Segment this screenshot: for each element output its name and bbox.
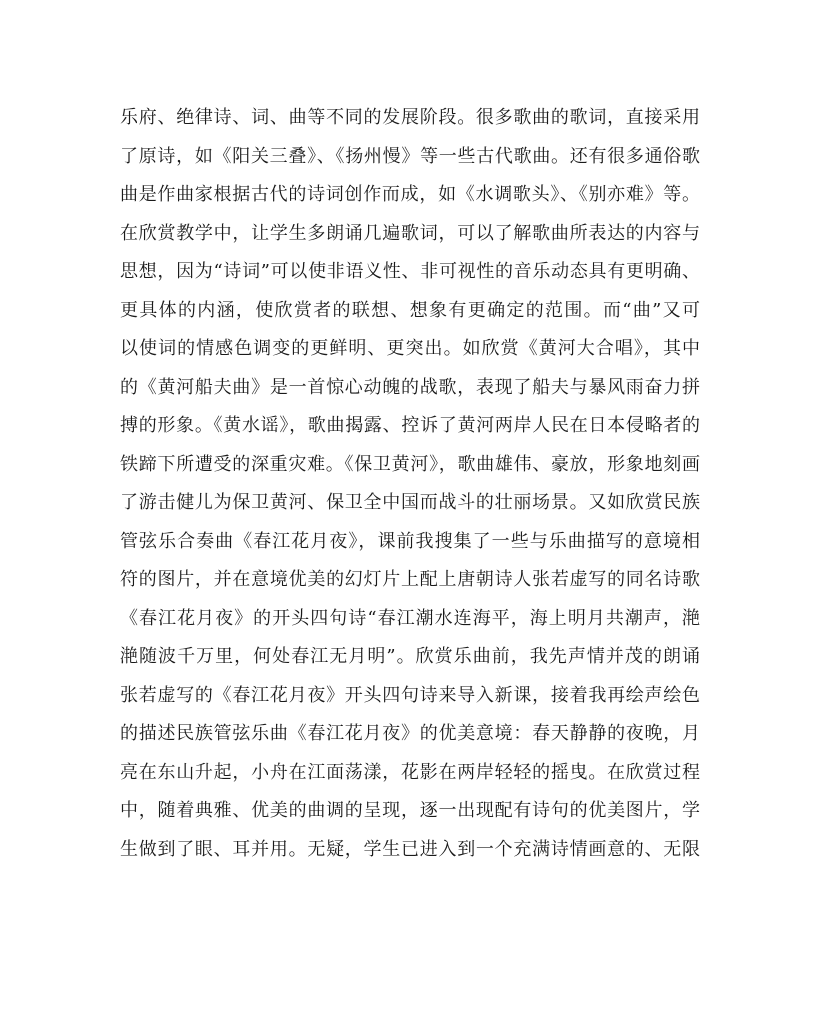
text-line: 符的图片，并在意境优美的幻灯片上配上唐朝诗人张若虚写的同名诗歌 (120, 569, 700, 590)
text-line: 思想，因为“诗词”可以使非语义性、非可视性的音乐动态具有更明确、 (120, 261, 700, 282)
text-line: 的《黄河船夫曲》是一首惊心动魄的战歌，表现了船夫与暴风雨奋力拼 (120, 376, 700, 398)
text-line: 生做到了眼、耳并用。无疑，学生已进入到一个充满诗情画意的、无限 (120, 838, 700, 860)
text-line: 的描述民族管弦乐曲《春江花月夜》的优美意境：春天静静的夜晚，月 (120, 723, 700, 744)
text-line: 了游击健儿为保卫黄河、保卫全中国而战斗的壮丽场景。又如欣赏民族 (120, 492, 700, 513)
text-line: 中，随着典雅、优美的曲调的呈现，逐一出现配有诗句的优美图片，学 (120, 800, 700, 821)
text-line: 乐府、绝律诗、词、曲等不同的发展阶段。很多歌曲的歌词，直接采用 (120, 107, 700, 128)
body-text (120, 99, 700, 869)
text-line: 铁蹄下所遭受的深重灾难。《保卫黄河》，歌曲雄伟、豪放，形象地刻画 (120, 453, 700, 475)
text-line: 以使词的情感色调变的更鲜明、更突出。如欣赏《黄河大合唱》，其中 (120, 338, 700, 359)
text-line: 滟随波千万里，何处春江无月明”。欣赏乐曲前，我先声情并茂的朗诵 (120, 646, 700, 667)
text-line: 亮在东山升起，小舟在江面荡漾，花影在两岸轻轻的摇曳。在欣赏过程 (120, 761, 700, 783)
text-line: 管弦乐合奏曲《春江花月夜》，课前我搜集了一些与乐曲描写的意境相 (120, 530, 700, 552)
text-line: 了原诗，如《阳关三叠》、《扬州慢》等一些古代歌曲。还有很多通俗歌 (120, 145, 700, 167)
text-line: 曲是作曲家根据古代的诗词创作而成，如《水调歌头》、《别亦难》等。 (120, 184, 700, 205)
text-line: 搏的形象。《黄水谣》，歌曲揭露、控诉了黄河两岸人民在日本侵略者的 (120, 415, 700, 436)
text-line: 在欣赏教学中，让学生多朗诵几遍歌词，可以了解歌曲所表达的内容与 (120, 222, 700, 244)
text-line: 《春江花月夜》的开头四句诗“春江潮水连海平，海上明月共潮声，滟 (120, 607, 700, 629)
text-line: 更具体的内涵，使欣赏者的联想、想象有更确定的范围。而“曲”又可 (120, 299, 700, 321)
text-line: 张若虚写的《春江花月夜》开头四句诗来导入新课，接着我再绘声绘色 (120, 684, 700, 706)
